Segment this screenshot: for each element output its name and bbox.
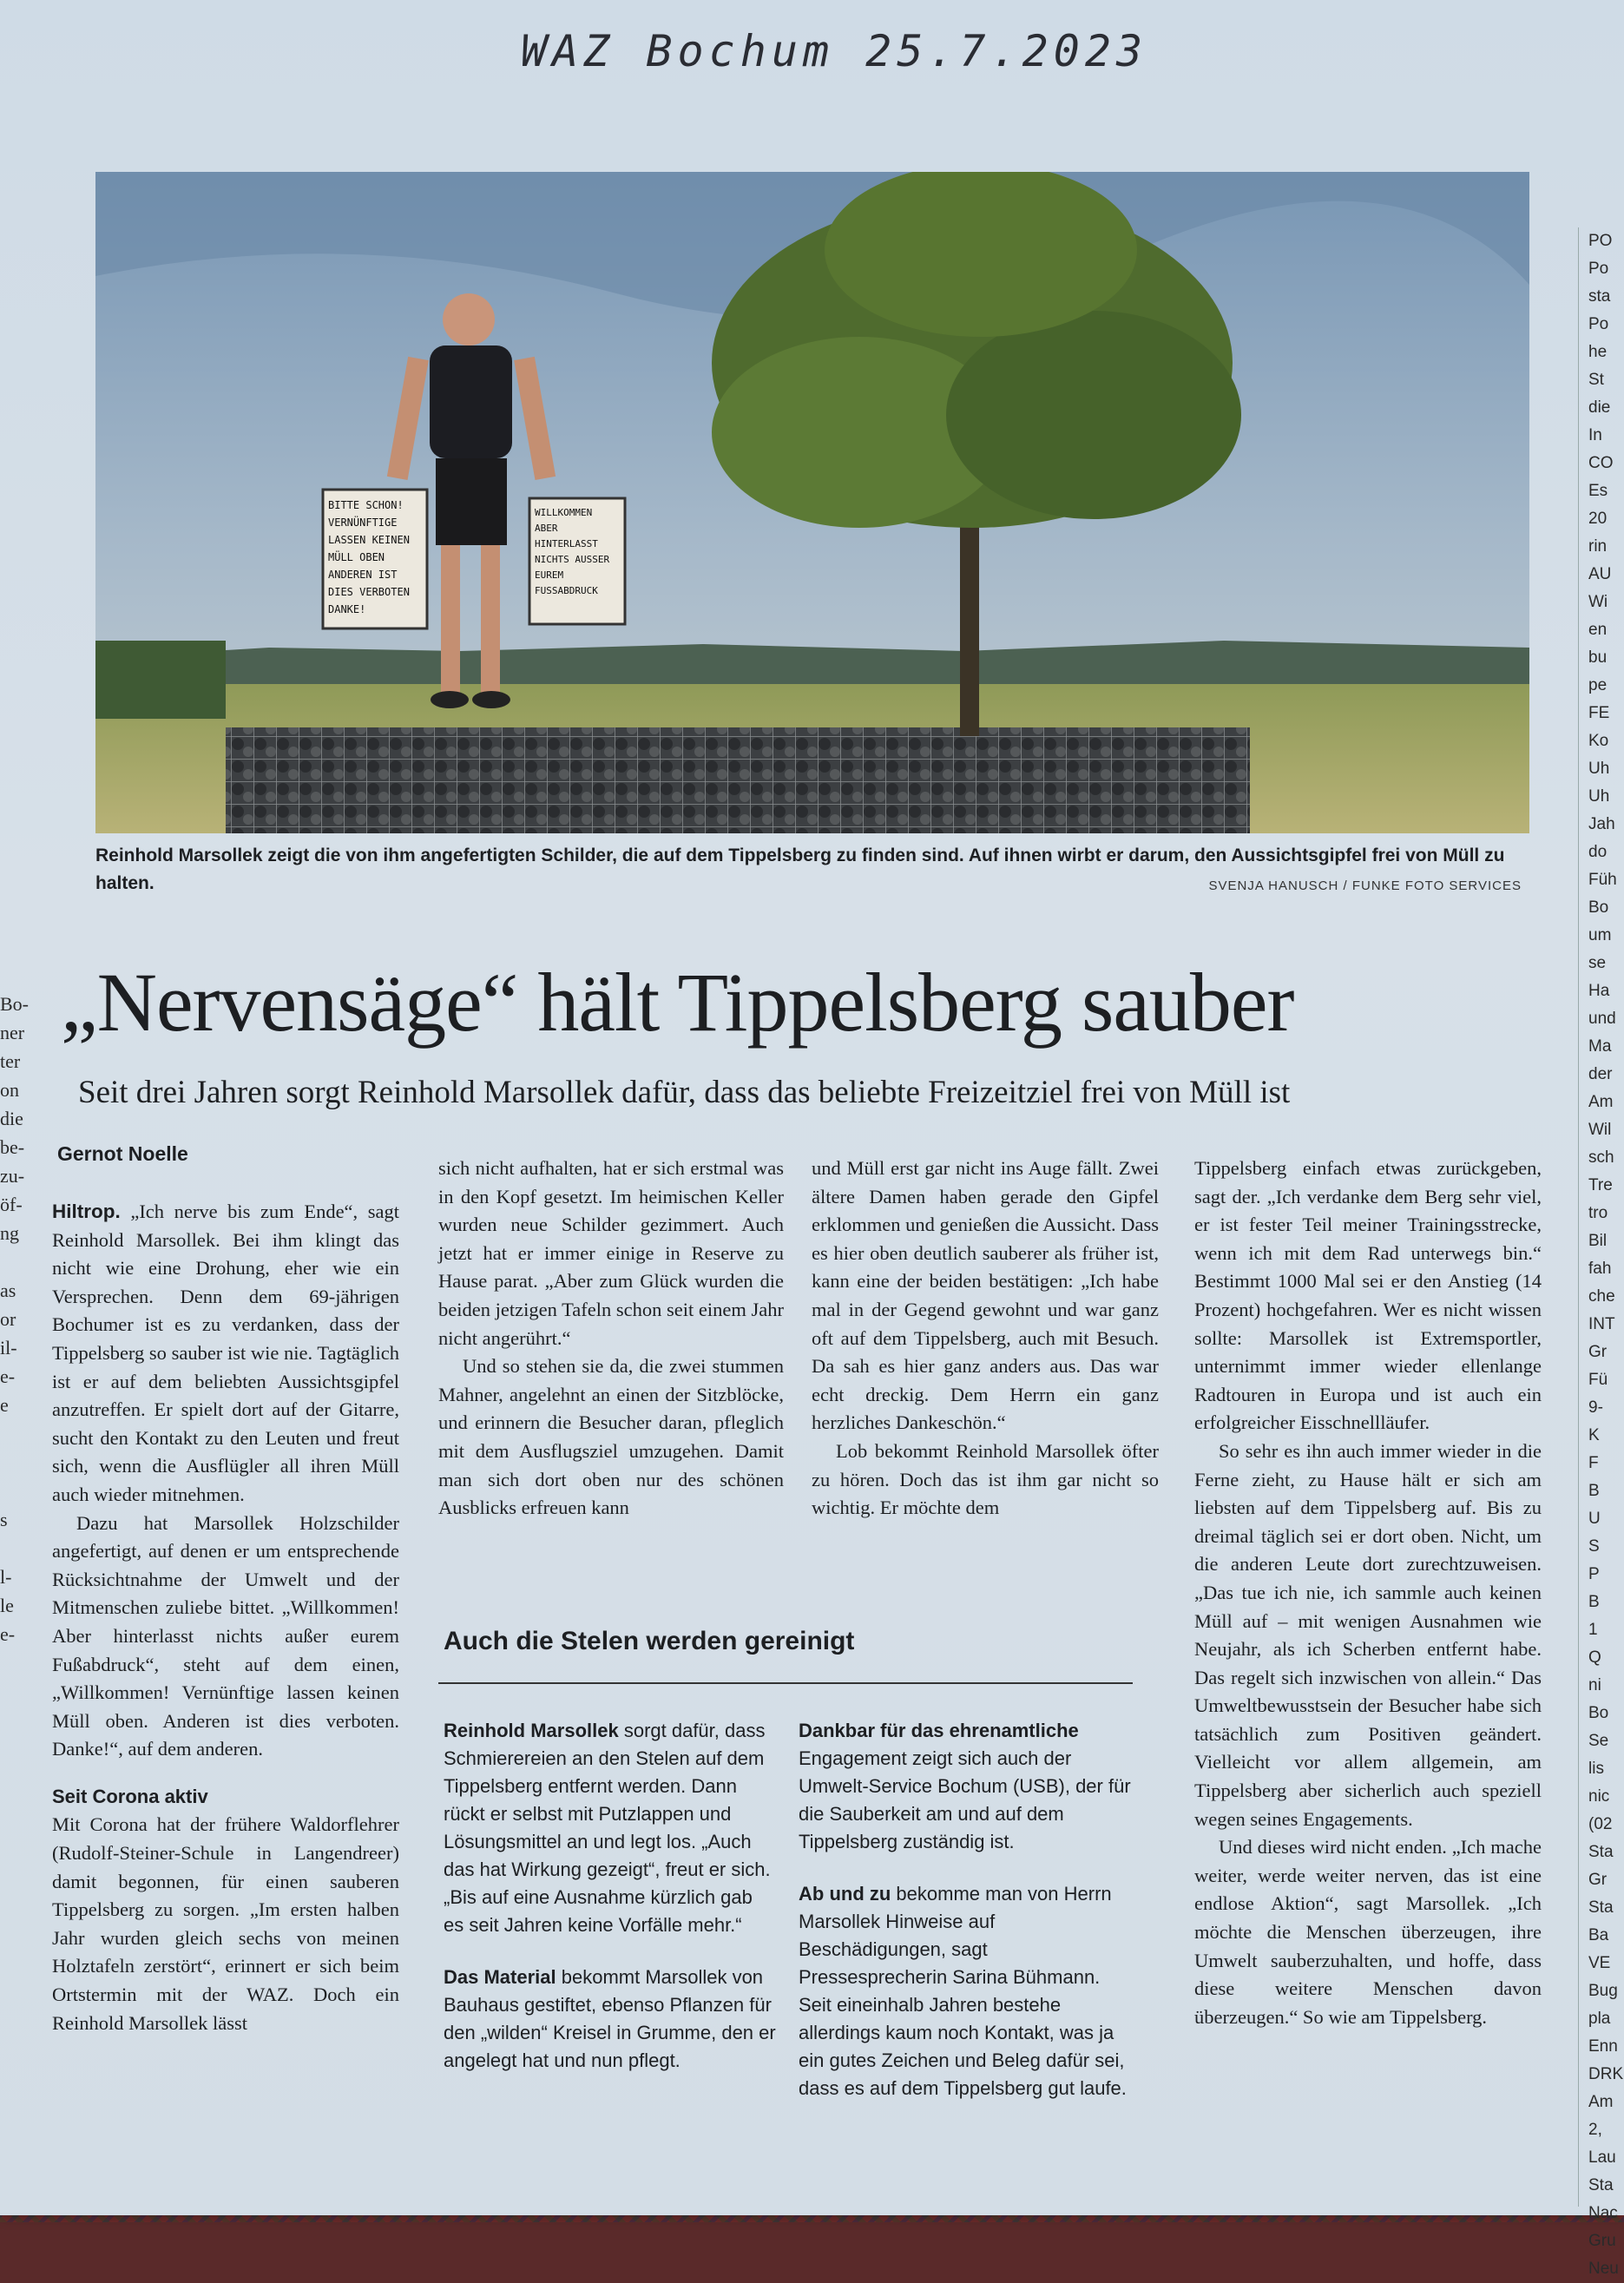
- fragment-line: AU: [1588, 565, 1612, 583]
- fragment-line: Po: [1588, 315, 1609, 333]
- svg-text:VERNÜNFTIGE: VERNÜNFTIGE: [328, 516, 398, 529]
- author-byline: Gernot Noelle: [57, 1142, 188, 1165]
- fragment-line: Wi: [1588, 593, 1608, 611]
- fragment-line: ni: [1588, 1676, 1601, 1694]
- article-subheadline: Seit drei Jahren sorgt Reinhold Marsollek dafür, dass das beliebte Freizeitziel frei von Müll ist: [78, 1075, 1291, 1110]
- info-item: [799, 1880, 1133, 2102]
- paragraph: Und dieses wird nicht enden. „Ich mache weiter, werde weiter nerven, das ist eine endlose Aktion“, sagt Marsollek. „Ich möchte die Menschen überzeugen, ihre Umwelt sauberzuhalten, und hoffe, dass diese weitere Menschen davon überzeugen.“ So wie am Tippelsberg.: [1194, 1836, 1542, 2028]
- fragment-line: Gr: [1588, 1343, 1608, 1361]
- fragment-line: Uh: [1588, 760, 1610, 778]
- fragment-line: öf-: [0, 1194, 23, 1215]
- article-photo: [95, 172, 1529, 833]
- article-column-4: [1194, 1155, 1542, 2031]
- fragment-line: [0, 1648, 30, 1677]
- fragment-line: die: [0, 1108, 23, 1129]
- info-item-keyword: Dankbar für das ehrenamtliche: [799, 1720, 1079, 1741]
- fragment-line: Uh: [1588, 787, 1610, 806]
- fragment-line: l-: [0, 1566, 12, 1588]
- paragraph: Tippelsberg einfach etwas zurückgeben, sagt der. „Ich verdanke dem Berg sehr viel, er ist fester Teil meiner Trainingsstrecke, wenn ich mit dem Rad unterwegs bin.“ Bestimmt 1000 Mal sei er den Anstieg (14 Prozent) hochgefahren. Wer es nicht wissen sollte: Marsollek ist Extremsportler, unternimmt immer wieder ellenlange Radtouren in Europa und ist auch ein erfolgreicher Eisschnellläufer.: [1194, 1157, 1542, 1434]
- info-box-title: Auch die Stelen werden gereinigt: [444, 1627, 855, 1655]
- fragment-line: lis: [1588, 1760, 1604, 1778]
- fragment-line: [0, 1477, 30, 1505]
- info-box-column-right: [799, 1717, 1133, 2127]
- fragment-line: Wil: [1588, 1121, 1612, 1139]
- fragment-line: [0, 1734, 30, 1763]
- paragraph: Dazu hat Marsollek Holzschilder angefertigt, auf denen er um entsprechende Rücksichtnahme der Umwelt und der Mitmenschen zuliebe bittet. „Willkommen! Aber hinterlasst nichts außer eurem Fußabdruck“, steht auf dem einen, „Willkommen! Vernünftige lassen keinen Müll oben. Anderen ist dies verboten. Danke!“, auf dem anderen.: [52, 1511, 399, 1760]
- fragment-line: 1: [1588, 1621, 1598, 1639]
- fragment-line: fah: [1588, 1260, 1612, 1278]
- fragment-line: Tre: [1588, 1176, 1613, 1194]
- fragment-line: Ba: [1588, 1926, 1609, 1944]
- paragraph: Hiltrop. „Ich nerve bis zum Ende“, sagt Reinhold Marsollek. Bei ihm klingt das nicht wie eine Drohung, eher wie ein Versprechen. Denn dem 69-jährigen Bochumer ist es zu verdanken, dass der Tippelsberg so sauber ist wie nie. Tagtäglich ist er auf dem beliebten Aussichtsgipfel anzutreffen. Er spielt dort auf der Gitarre, sucht den Kontakt zu den Leuten und freut sich, wenn die Ausflügler all ihren Müll auch wieder mitnehmen.: [52, 1201, 399, 1505]
- fragment-line: 20: [1588, 510, 1608, 528]
- svg-text:BITTE SCHON!: BITTE SCHON!: [328, 499, 404, 511]
- fragment-line: Po: [1588, 260, 1609, 278]
- fragment-line: zu-: [0, 1165, 25, 1187]
- fragment-line: sch: [1588, 1148, 1614, 1167]
- fragment-line: Am: [1588, 2093, 1614, 2111]
- info-item-keyword: Reinhold Marsollek: [444, 1720, 619, 1741]
- paragraph: Und so stehen sie da, die zwei stummen Mahner, angelehnt an einen der Sitzblöcke, und erinnern die Besucher daran, pfleglich mit dem Ausflugsziel umzugehen. Damit man sich dort oben nur des schönen Ausblicks erfreuen kann: [438, 1355, 784, 1519]
- fragment-line: Lau: [1588, 2148, 1616, 2167]
- info-item: [444, 1717, 778, 1939]
- fragment-line: rin: [1588, 537, 1608, 556]
- fragment-line: pla: [1588, 2010, 1611, 2028]
- photo-illustration: [95, 172, 1529, 833]
- fragment-line: Füh: [1588, 871, 1617, 889]
- dateline: Hiltrop.: [52, 1201, 121, 1222]
- fragment-line: Bil: [1588, 1232, 1608, 1250]
- fragment-line: St: [1588, 371, 1604, 389]
- fragment-line: s: [0, 1509, 8, 1530]
- neighbor-article-right-fragment: [1588, 227, 1624, 2283]
- fragment-line: il-: [0, 1337, 17, 1359]
- fragment-line: Ma: [1588, 1037, 1612, 1056]
- photo-credit: SVENJA HANUSCH / FUNKE FOTO SERVICES: [1208, 878, 1522, 893]
- fragment-line: Bo-: [0, 993, 29, 1015]
- neighbor-article-left-fragment: [0, 990, 30, 1792]
- paragraph: Lob bekommt Reinhold Marsollek öfter zu hören. Doch das ist ihm gar nicht so wichtig. Er möchte dem: [812, 1439, 1159, 1519]
- fragment-line: 9-: [1588, 1398, 1603, 1417]
- fragment-line: PO: [1588, 232, 1613, 250]
- svg-text:LASSEN KEINEN: LASSEN KEINEN: [328, 534, 410, 546]
- fragment-line: Bo: [1588, 1704, 1609, 1722]
- fragment-line: Q: [1588, 1648, 1601, 1667]
- fragment-line: Ko: [1588, 732, 1609, 750]
- fragment-line: B: [1588, 1593, 1600, 1611]
- fragment-line: CO: [1588, 454, 1614, 472]
- fragment-line: [0, 1448, 30, 1477]
- fragment-line: Sta: [1588, 1898, 1614, 1917]
- article-headline: „Nervensäge“ hält Tippelsberg sauber: [61, 956, 1294, 1049]
- paragraph: sich nicht aufhalten, hat er sich erstmal was in den Kopf gesetzt. Im heimischen Keller wurden neue Schilder gezimmert. Auch jetzt hat er immer einige in Reserve zu Hause parat. „Aber zum Glück wurden die beiden jetzigen Tafeln schon seit einem Jahr nicht angerührt.“: [438, 1157, 784, 1349]
- fragment-line: ner: [0, 1022, 25, 1043]
- fragment-line: Ha: [1588, 982, 1610, 1000]
- svg-text:DIES VERBOTEN: DIES VERBOTEN: [328, 586, 410, 598]
- paragraph: und Müll erst gar nicht ins Auge fällt. Zwei ältere Damen haben gerade den Gipfel erklommen und genießen die Aussicht. Dass es hier oben deutlich sauberer als früher ist, kann eine der beiden bestätigen: „Ich habe mal in der Gegend gewohnt und war ganz oft auf dem Tippelsberg, auch mit Besuch. Da sah es hier ganz anders aus. Das war echt dreckig. Dem Herrn ein ganz herzliches Dankeschön.“: [812, 1157, 1159, 1434]
- svg-text:DANKE!: DANKE!: [328, 603, 366, 615]
- fragment-line: 2,: [1588, 2121, 1602, 2139]
- article-column-2: [438, 1155, 784, 1523]
- info-item-keyword: Das Material: [444, 1966, 556, 1988]
- photo-caption: Reinhold Marsollek zeigt die von ihm angefertigten Schilder, die auf dem Tippelsberg zu finden sind. Auf ihnen wirbt er darum, den Aussichtsgipfel frei von Müll zu halten.: [95, 845, 1505, 893]
- fragment-line: VE: [1588, 1954, 1611, 1972]
- fragment-line: e: [0, 1394, 9, 1416]
- fragment-line: [0, 1247, 30, 1276]
- info-box-divider: [438, 1682, 1133, 1684]
- fragment-line: Sta: [1588, 1843, 1614, 1861]
- sign-right: [529, 498, 625, 624]
- fragment-line: B: [1588, 1482, 1600, 1500]
- gabion-stone-block: [226, 727, 1250, 833]
- fragment-line: e-: [0, 1365, 16, 1387]
- article-column-3: [812, 1155, 1159, 1523]
- info-item-keyword: Ab und zu: [799, 1883, 891, 1905]
- info-item-text: bekomme man von Herrn Marsollek Hinweise auf Beschädigungen, sagt Pressesprecherin Sarina Bühmann. Seit eineinhalb Jahren bestehe allerdings kaum noch Kontakt, was ja ein gutes Zeichen und Beleg dafür sei, dass es auf dem Tippelsberg gut laufe.: [799, 1883, 1127, 2099]
- info-box: [438, 1606, 1133, 2205]
- fragment-line: DRK: [1588, 2065, 1624, 2083]
- fragment-line: U: [1588, 1510, 1601, 1528]
- fragment-line: on: [0, 1079, 19, 1101]
- handwritten-date-note: WAZ Bochum 25.7.2023: [521, 26, 1148, 76]
- article-column-1: [52, 1198, 399, 2037]
- fragment-line: or: [0, 1308, 16, 1330]
- svg-text:EUREM: EUREM: [535, 569, 564, 581]
- fragment-line: F: [1588, 1454, 1599, 1472]
- fragment-line: sta: [1588, 287, 1611, 306]
- fragment-line: ng: [0, 1222, 19, 1244]
- fragment-line: K: [1588, 1426, 1600, 1444]
- fragment-line: Es: [1588, 482, 1608, 500]
- fragment-line: he: [1588, 343, 1608, 361]
- svg-text:ABER: ABER: [535, 523, 558, 534]
- fragment-line: Neu: [1588, 2260, 1619, 2278]
- fragment-line: Gru: [1588, 2232, 1616, 2250]
- fragment-line: Gr: [1588, 1871, 1608, 1889]
- fragment-line: In: [1588, 426, 1602, 444]
- fragment-line: Enn: [1588, 2037, 1618, 2056]
- fragment-line: S: [1588, 1537, 1600, 1556]
- fragment-line: pe: [1588, 676, 1608, 694]
- fragment-line: (02: [1588, 1815, 1613, 1833]
- svg-text:ANDEREN IST: ANDEREN IST: [328, 569, 398, 581]
- fragment-line: se: [1588, 954, 1607, 972]
- fragment-line: [0, 1706, 30, 1734]
- fragment-line: Fü: [1588, 1371, 1608, 1389]
- fragment-line: do: [1588, 843, 1608, 861]
- fragment-line: [0, 1534, 30, 1563]
- fragment-line: Sta: [1588, 2176, 1614, 2194]
- sign-left: [323, 490, 427, 628]
- fragment-line: tro: [1588, 1204, 1608, 1222]
- bushes-left: [95, 641, 226, 719]
- info-item: [444, 1964, 778, 2075]
- fragment-line: die: [1588, 398, 1611, 417]
- paragraph: So sehr es ihn auch immer wieder in die Ferne zieht, zu Hause hält er sich am liebsten auf dem Tippelsberg auf. Bis zu dreimal täglich sei er dort oben. Nicht, um die anderen Leute dort zurechtzuweisen. „Das tue ich nie, ich sammle auch keinen Müll auf – mit wenigen Ausnahmen wie Neujahr, als ich Scherben entfernt habe. Das regelt sich inzwischen von allein.“ Das Umweltbewusstsein der Besucher habe sich tatsächlich zum Positiven geändert. Vielleicht vor allem allgemein, am Tippelsberg aber sicherlich auch speziell wegen seines Engagements.: [1194, 1439, 1542, 1830]
- info-item-text: Engagement zeigt sich auch der Umwelt-Service Bochum (USB), der für die Sauberkeit am und auf dem Tippelsberg zuständig ist.: [799, 1747, 1131, 1852]
- svg-text:MÜLL OBEN: MÜLL OBEN: [328, 551, 385, 563]
- info-item-text: sorgt dafür, dass Schmierereien an den Stelen auf dem Tippelsberg entfernt werden. Dann rückt er selbst mit Putzlappen und Lösungsmittel an und legt los. „Auch das hat Wirkung gezeigt“, freut er sich. „Bis auf eine Ausnahme kürzlich gab es seit Jahren keine Vorfälle mehr.“: [444, 1720, 771, 1936]
- fragment-line: Bug: [1588, 1982, 1618, 2000]
- svg-text:FUSSABDRUCK: FUSSABDRUCK: [535, 585, 598, 596]
- svg-text:NICHTS AUSSER: NICHTS AUSSER: [535, 554, 610, 565]
- paragraph: Mit Corona hat der frühere Waldorflehrer (Rudolf-Steiner-Schule in Langendreer) damit begonnen, für einen sauberen Tippelsberg zu sorgen. „Im ersten halben Jahr wurden gleich sechs von meinen Holztafeln zerstört“, erinnert er sich beim Ortstermin mit der WAZ. Doch ein Reinhold Marsollek lässt: [52, 1813, 399, 2034]
- column-divider: [1578, 227, 1579, 2207]
- fragment-line: INT: [1588, 1315, 1615, 1333]
- fragment-line: bu: [1588, 648, 1608, 667]
- fragment-line: en: [1588, 621, 1608, 639]
- fragment-line: nic: [1588, 1787, 1610, 1806]
- fragment-line: Jah: [1588, 815, 1615, 833]
- fragment-line: um: [1588, 926, 1612, 944]
- fragment-line: be-: [0, 1136, 25, 1158]
- fragment-line: FE: [1588, 704, 1610, 722]
- fragment-line: [0, 1763, 30, 1792]
- fragment-line: le: [0, 1595, 14, 1616]
- info-item-text: bekommt Marsollek von Bauhaus gestiftet, ebenso Pflanzen für den „wilden“ Kreisel in Grumme, den er angelegt hat und nun pflegt.: [444, 1966, 776, 2071]
- svg-text:HINTERLASST: HINTERLASST: [535, 538, 598, 549]
- fragment-line: P: [1588, 1565, 1600, 1583]
- info-item: [799, 1717, 1133, 1856]
- info-box-column-left: [444, 1717, 778, 2099]
- fragment-line: [0, 1419, 30, 1448]
- fragment-line: [0, 1677, 30, 1706]
- fragment-line: und: [1588, 1010, 1616, 1028]
- fragment-line: Am: [1588, 1093, 1614, 1111]
- fragment-line: as: [0, 1280, 16, 1301]
- fragment-line: e-: [0, 1623, 16, 1645]
- fragment-line: che: [1588, 1287, 1615, 1306]
- fragment-line: ter: [0, 1050, 21, 1072]
- fragment-line: Bo: [1588, 898, 1609, 917]
- svg-text:WILLKOMMEN: WILLKOMMEN: [535, 507, 593, 518]
- fragment-line: Nac: [1588, 2204, 1618, 2222]
- fragment-line: Se: [1588, 1732, 1609, 1750]
- section-subheading: Seit Corona aktiv: [52, 1785, 208, 1807]
- fragment-line: der: [1588, 1065, 1613, 1083]
